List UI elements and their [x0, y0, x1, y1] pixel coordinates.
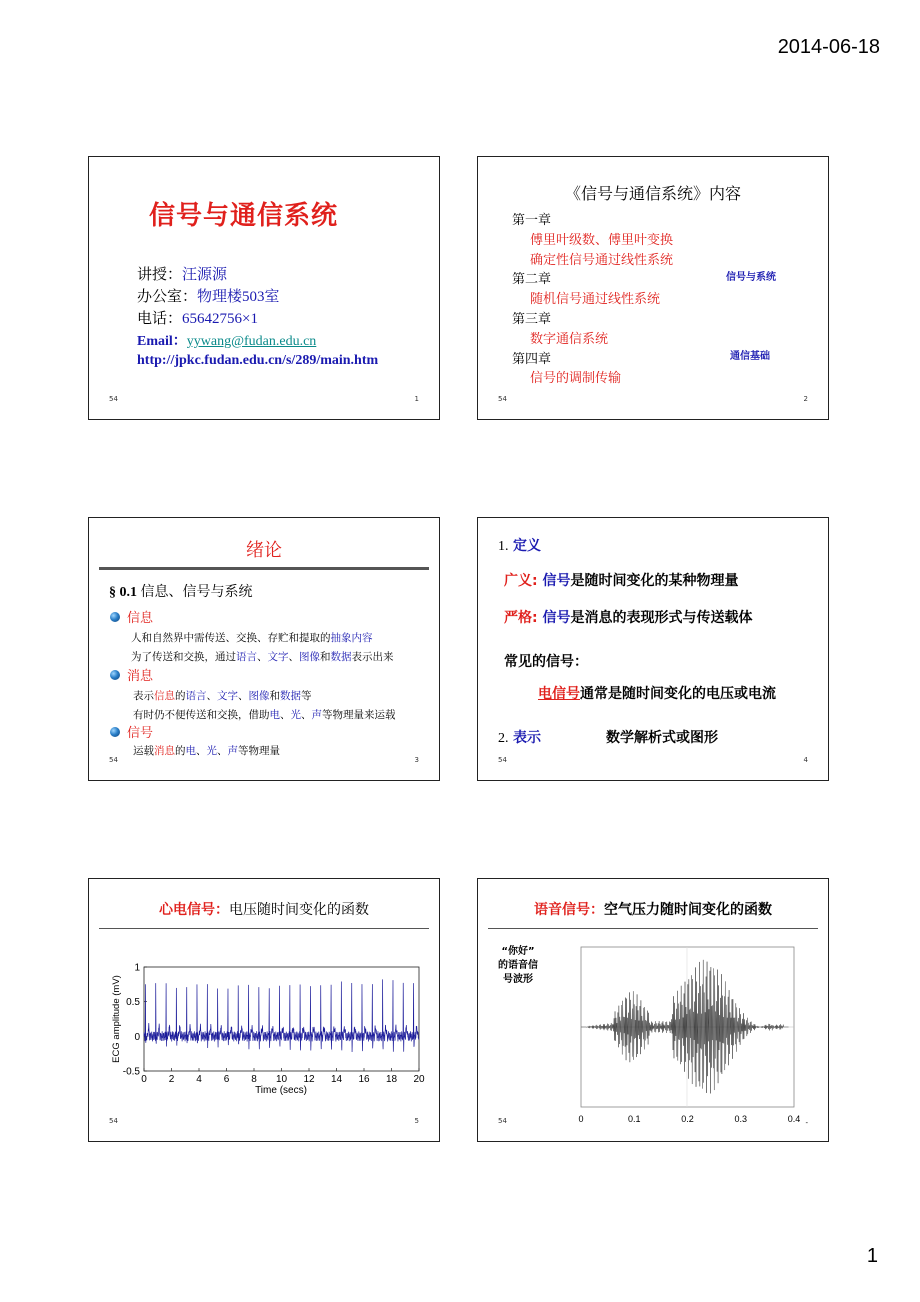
- chapter-1-item-a: 傅里叶级数、傅里叶变换: [530, 232, 674, 248]
- sep: 、: [238, 691, 249, 702]
- word-language: 语言: [185, 691, 207, 702]
- broad-definition: [504, 570, 738, 590]
- ecg-x-tick-label: 18: [385, 1074, 398, 1085]
- strict-definition: [504, 607, 752, 627]
- globe-bullet-icon: [110, 727, 120, 737]
- broad-label: 广义:: [504, 573, 538, 589]
- sep: 、: [280, 710, 291, 721]
- text: 有时仍不便传送和交换，借助: [133, 710, 270, 721]
- slide-footer-left: 54: [109, 756, 118, 764]
- electric-signal-line: [538, 683, 776, 703]
- lecturer-line: [137, 263, 227, 284]
- text: 表示出来: [351, 652, 394, 663]
- slide-number: 3: [414, 756, 419, 764]
- ecg-plot-frame: [144, 967, 419, 1071]
- slide-3-title: 绪论: [246, 540, 282, 561]
- email-label: Email：: [137, 334, 187, 349]
- ecg-x-tick-label: 2: [168, 1074, 175, 1085]
- slide-1: [88, 156, 440, 420]
- strict-signal-word: 信号: [542, 610, 571, 626]
- chapter-4: 第四章: [512, 351, 552, 367]
- word-light: 光: [206, 746, 217, 757]
- ecg-x-tick-label: 20: [413, 1074, 425, 1085]
- globe-bullet-icon: [110, 612, 120, 622]
- page-number: 1: [866, 1245, 878, 1267]
- ecg-x-tick-label: 14: [330, 1074, 343, 1085]
- speech-x-tick-label: 0.2: [681, 1114, 694, 1124]
- text: 运载: [133, 746, 154, 757]
- ecg-x-tick-label: 8: [251, 1074, 257, 1085]
- info-line-1: [131, 630, 373, 645]
- phone-label: 电话：: [137, 311, 183, 327]
- word-electric: 电: [269, 710, 280, 721]
- slide-3: [88, 517, 440, 781]
- sep: 、: [206, 691, 217, 702]
- message-line-2: [133, 707, 396, 722]
- ecg-x-tick-label: 16: [358, 1074, 370, 1085]
- word-text: 文字: [267, 652, 289, 663]
- speech-title-highlight: 语音信号：: [534, 902, 604, 918]
- ecg-x-tick-label: 4: [196, 1074, 202, 1085]
- word-light: 光: [290, 710, 301, 721]
- ecg-x-tick-label: 10: [275, 1074, 288, 1085]
- text: 的: [175, 746, 186, 757]
- speech-x-tick-label: 0.4: [787, 1114, 801, 1124]
- office-value: 物理楼503室: [197, 289, 280, 305]
- speech-x-tick-label: 0.3: [734, 1114, 748, 1124]
- chapter-list: [512, 211, 673, 389]
- common-signals: 常见的信号：: [504, 654, 588, 670]
- ecg-chart: [89, 879, 441, 1143]
- ecg-x-tick-label: 0: [141, 1074, 147, 1085]
- email-line: [137, 330, 316, 350]
- ecg-series-line: [144, 979, 419, 1052]
- chapter-1-item-b: 确定性信号通过线性系统: [530, 252, 674, 268]
- strict-label: 严格:: [504, 610, 538, 626]
- signal-line-1: [133, 743, 280, 758]
- slide-number-mark: -: [805, 1119, 808, 1127]
- ecg-y-axis-label: ECG amplitude (mV): [111, 975, 122, 1063]
- phone-value: 65642756×1: [182, 311, 258, 327]
- sep: 、: [196, 746, 207, 757]
- speech-x-tick-label: 0: [578, 1114, 584, 1124]
- word-language: 语言: [236, 652, 257, 663]
- word-electric: 电: [185, 746, 196, 757]
- definition-heading: [498, 535, 541, 555]
- text: 等物理量: [238, 746, 280, 757]
- slide-footer-left: 54: [498, 395, 507, 403]
- ecg-y-tick-label: 0.5: [126, 997, 140, 1009]
- page-date: 2014-06-18: [777, 36, 880, 58]
- chapter-3-item-a: 数字通信系统: [530, 331, 609, 347]
- broad-text: 是随时间变化的某种物理量: [570, 573, 739, 589]
- caption-line: 的语音信: [498, 960, 538, 971]
- title-divider: [99, 567, 429, 570]
- word-sound: 声: [227, 746, 238, 757]
- ecg-x-axis-label: Time (secs): [255, 1085, 307, 1096]
- section-heading: [109, 581, 253, 601]
- slide-number: 5: [414, 1117, 419, 1125]
- ecg-title-highlight: 心电信号：: [159, 902, 229, 918]
- highlight-abstract: 抽象内容: [330, 633, 373, 644]
- office-line: [137, 285, 280, 306]
- lecturer-name: 汪源源: [182, 267, 228, 283]
- sep: 、: [217, 746, 228, 757]
- sep: 、: [301, 710, 312, 721]
- note-signals-systems: 信号与系统: [726, 272, 776, 283]
- message-line-1: [133, 688, 312, 703]
- chapter-2: 第二章: [512, 272, 552, 288]
- text: 的: [175, 691, 186, 702]
- slide-1-title: 信号与通信系统: [149, 201, 339, 230]
- word-info: 信息: [154, 691, 175, 702]
- word-image: 图像: [248, 691, 270, 702]
- slide-number: 2: [803, 395, 808, 403]
- slide-footer-left: 54: [498, 756, 507, 764]
- speech-x-tick-label: 0.1: [627, 1114, 641, 1124]
- bullet-message: 消息: [127, 669, 154, 684]
- definition-number: 1.: [498, 539, 509, 554]
- phone-line: [137, 307, 258, 328]
- slide-footer-left: 54: [498, 1117, 507, 1125]
- word-image: 图像: [299, 652, 320, 663]
- text: 人和自然界中需传送、交换、存贮和提取的: [131, 633, 331, 644]
- representation-title: 表示: [512, 730, 541, 746]
- speech-series-line: [581, 960, 789, 1094]
- slide-6: [477, 878, 829, 1142]
- globe-bullet-icon: [110, 670, 120, 680]
- ecg-y-tick-label: -0.5: [122, 1066, 140, 1078]
- definition-title: 定义: [512, 538, 541, 554]
- chapter-2-item-a: 随机信号通过线性系统: [530, 292, 661, 308]
- ecg-x-tick-label: 12: [303, 1074, 315, 1085]
- sep: 、: [288, 652, 299, 663]
- slide-2-title: 《信号与通信系统》内容: [564, 184, 741, 203]
- electric-signal-word: 电信号: [538, 686, 580, 702]
- representation-text: 数学解析式或图形: [606, 730, 718, 746]
- chapter-4-item-a: 信号的调制传输: [530, 371, 622, 387]
- text: 和: [269, 691, 280, 702]
- chapter-1: 第一章: [512, 213, 552, 228]
- speech-title-text: 空气压力随时间变化的函数: [604, 902, 772, 918]
- ecg-title-text: 电压随时间变化的函数: [229, 902, 369, 918]
- chapter-3: 第三章: [512, 311, 552, 327]
- word-sound: 声: [311, 710, 322, 721]
- ecg-y-tick-label: 1: [134, 962, 140, 974]
- word-data: 数据: [280, 691, 301, 702]
- sep: 、: [257, 652, 268, 663]
- broad-signal-word: 信号: [542, 573, 571, 589]
- info-line-2: [131, 649, 394, 664]
- bullet-info: 信息: [127, 611, 154, 626]
- slide-footer-left: 54: [109, 395, 118, 403]
- caption-line: “你好”: [501, 946, 535, 957]
- section-number: § 0.1: [109, 585, 137, 600]
- slide-number: 1: [414, 395, 419, 403]
- section-title: 信息、信号与系统: [140, 585, 253, 600]
- lecturer-label: 讲授：: [137, 267, 183, 283]
- speech-chart: [478, 879, 830, 1143]
- word-text: 文字: [217, 691, 238, 702]
- ecg-y-tick-label: 0: [134, 1031, 140, 1043]
- representation-heading: [498, 727, 541, 747]
- slide-footer-left: 54: [109, 1117, 118, 1125]
- email-link[interactable]: yywang@fudan.edu.cn: [186, 334, 317, 349]
- electric-signal-text: 通常是随时间变化的电压或电流: [580, 686, 776, 702]
- text: 和: [320, 652, 331, 663]
- slide-5: [88, 878, 440, 1142]
- strict-text: 是消息的表现形式与传送载体: [570, 610, 753, 626]
- word-data: 数据: [330, 652, 352, 663]
- office-label: 办公室：: [137, 289, 198, 305]
- text: 表示: [133, 691, 154, 702]
- text: 等: [301, 691, 312, 702]
- note-communication: 通信基础: [730, 351, 770, 362]
- slide-number: 4: [803, 756, 808, 764]
- caption-line: 号波形: [503, 974, 533, 985]
- text: 等物理量来运载: [322, 710, 396, 721]
- ecg-x-tick-label: 6: [223, 1074, 230, 1085]
- slide-2: [477, 156, 829, 420]
- slide-4: [477, 517, 829, 781]
- representation-number: 2.: [498, 731, 509, 746]
- course-url[interactable]: http://jpkc.fudan.edu.cn/s/289/main.htm: [137, 353, 379, 368]
- bullet-signal: 信号: [127, 726, 154, 741]
- text: 为了传送和交换，通过: [131, 652, 236, 663]
- word-message: 消息: [154, 746, 175, 757]
